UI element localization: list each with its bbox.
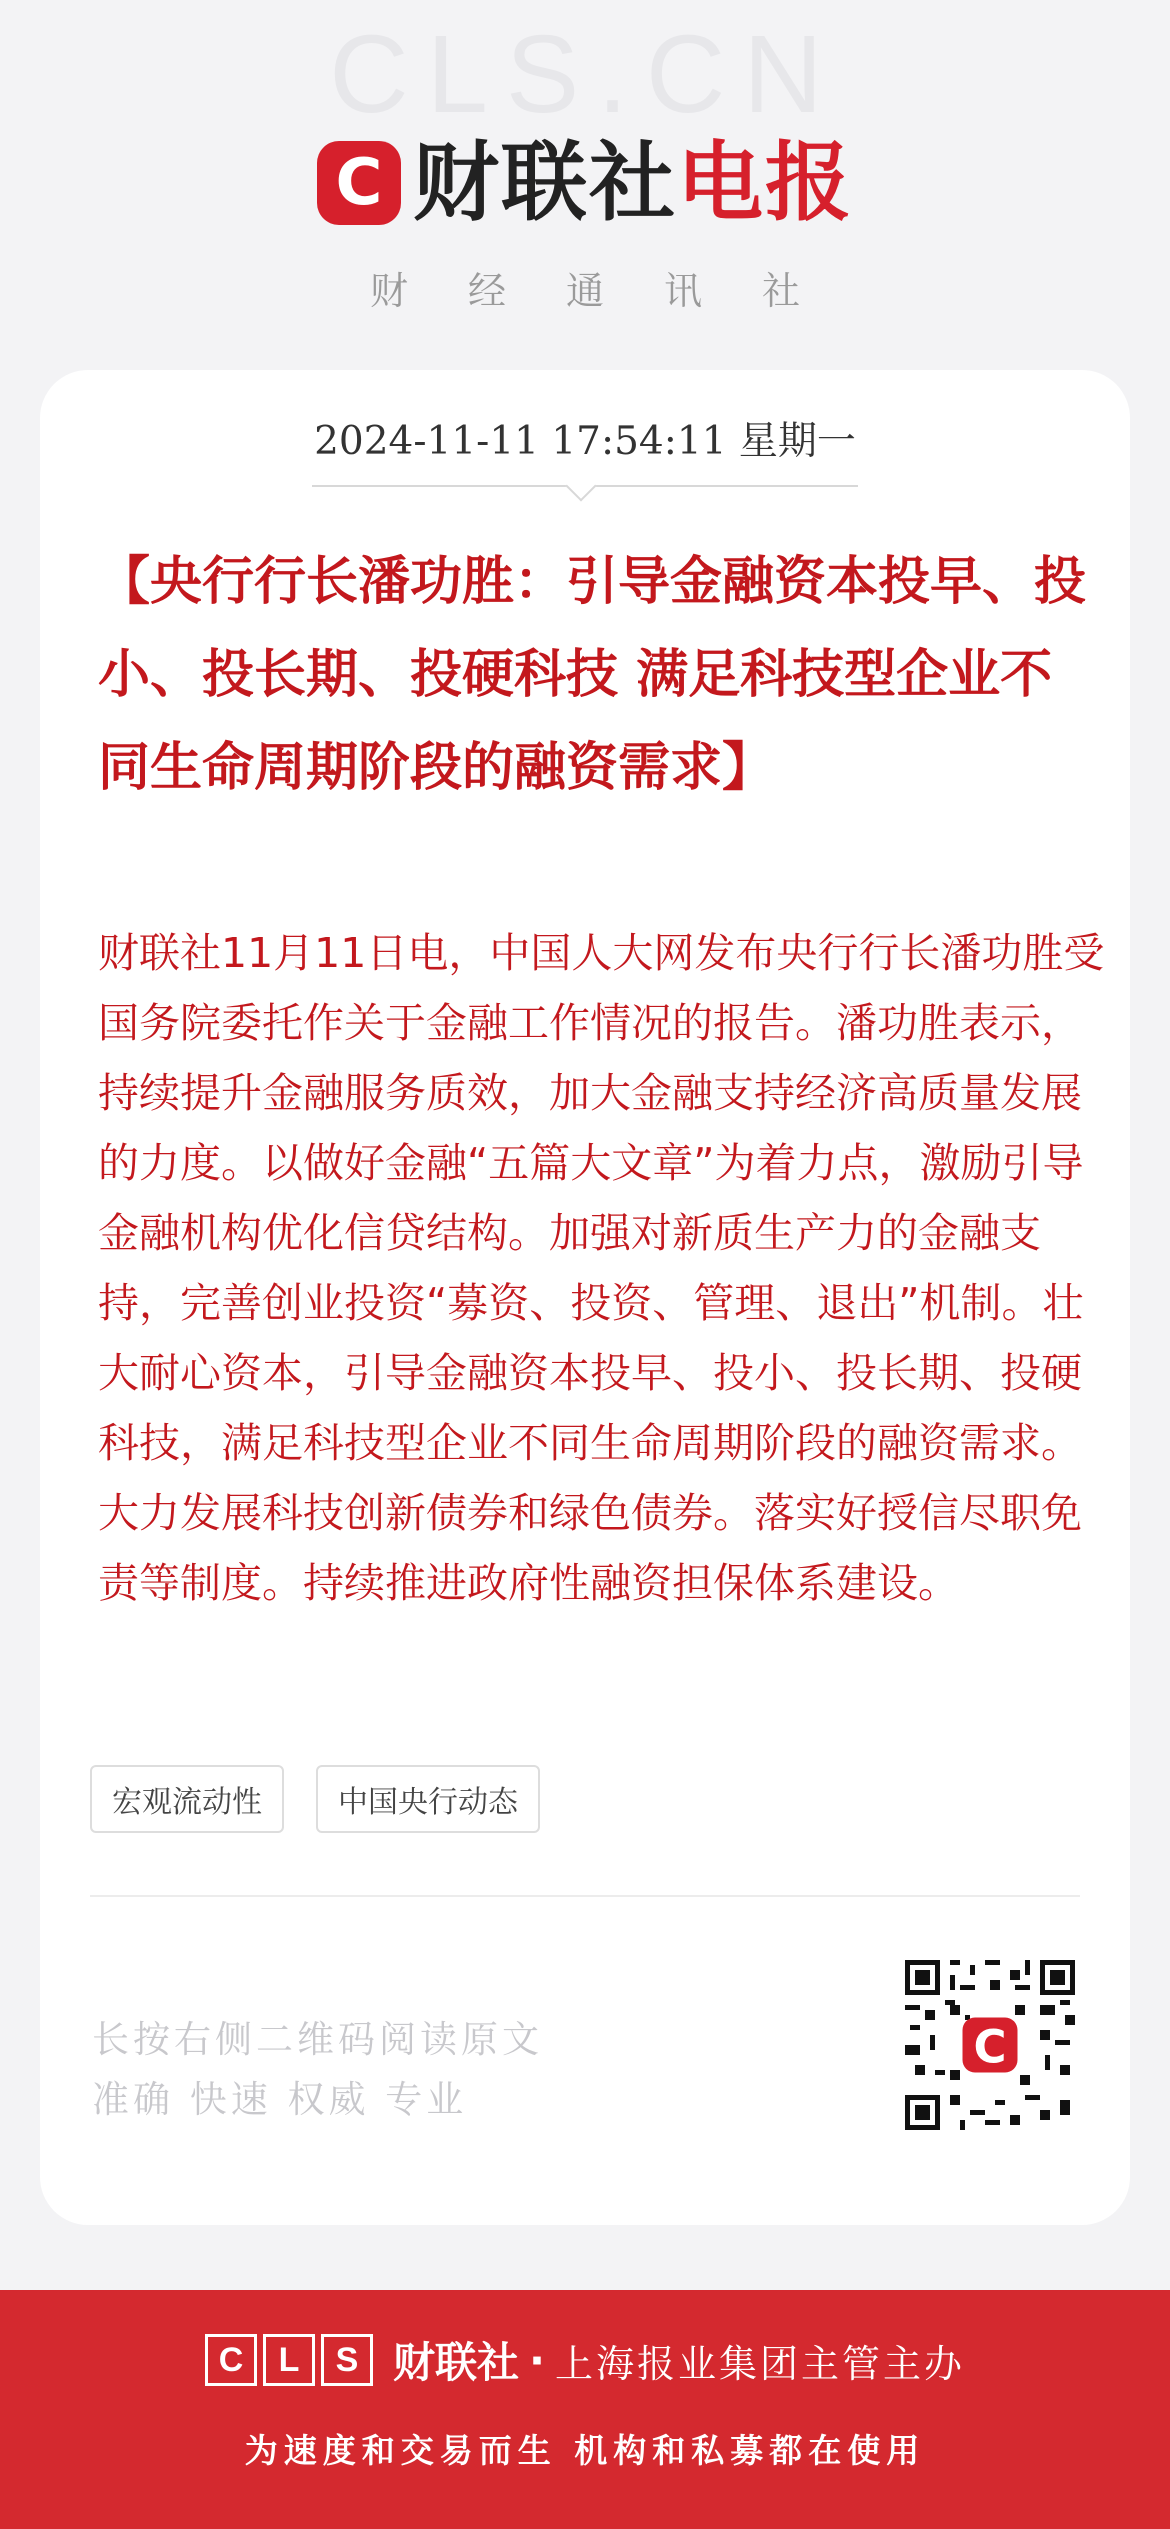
article-card (40, 370, 1130, 2225)
tagline: 财经通讯社 (369, 269, 860, 313)
svg-text:C: C (973, 2020, 1007, 2074)
footer-note (92, 2010, 543, 2130)
brand-accent: 电报 (677, 133, 853, 233)
banner-brand-name: 财联社 (393, 2338, 520, 2387)
watermark-text: CLS.CN (329, 13, 841, 136)
cls-letter-box: L (263, 2334, 315, 2386)
footer-note-line1: 长按右侧二维码阅读原文 (92, 2018, 543, 2061)
logo-badge-icon (317, 141, 401, 225)
datetime-notch (565, 470, 596, 501)
article-body: 财联社11月11日电，中国人大网发布央行行长潘功胜受国务院委托作关于金融工作情况的报告。潘功胜表示，持续提升金融服务质效，加大金融支持经济高质量发展的力度。以做好金融“五篇大文章”为着力点，激励引导金融机构优化信贷结构。加强对新质生产力的金融支持，完善创业投资“募资、投资、管理、退出”机制。壮大耐心资本，引导金融资本投早、投小、投长期、投硬科技，满足科技型企业不同生命周期阶段的融资需求。大力发展科技创新债券和绿色债券。落实好授信尽职免责等制度。持续推进政府性融资担保体系建设。 (98, 929, 1105, 1607)
banner-slogan: 为速度和交易而生 机构和私募都在使用 (244, 2431, 926, 2470)
card-divider (90, 1895, 1080, 1897)
tag-item[interactable]: 中国央行动态 (316, 1765, 540, 1833)
banner-dot: · (529, 2335, 545, 2385)
logo-letter: C (335, 146, 383, 220)
tag-item[interactable]: 宏观流动性 (90, 1765, 284, 1833)
brand-name: 财联社 (413, 133, 677, 233)
banner-brand-row (0, 2330, 1170, 2390)
article-headline: 【央行行长潘功胜：引导金融资本投早、投小、投长期、投硬科技 满足科技型企业不同生命周期阶段的融资需求】 (98, 551, 1087, 798)
cls-letter-box: C (205, 2334, 257, 2386)
cls-letter-box: S (321, 2334, 373, 2386)
brand-logo (0, 133, 1170, 233)
footer-note-line2: 准确 快速 权威 专业 (92, 2078, 468, 2121)
bottom-banner (0, 2290, 1170, 2529)
tag-list (90, 1765, 540, 1833)
article-datetime: 2024-11-11 17:54:11 星期一 (314, 419, 856, 464)
banner-subtitle: 上海报业集团主管主办 (554, 2341, 965, 2386)
qr-code-icon[interactable] (905, 1960, 1075, 2130)
